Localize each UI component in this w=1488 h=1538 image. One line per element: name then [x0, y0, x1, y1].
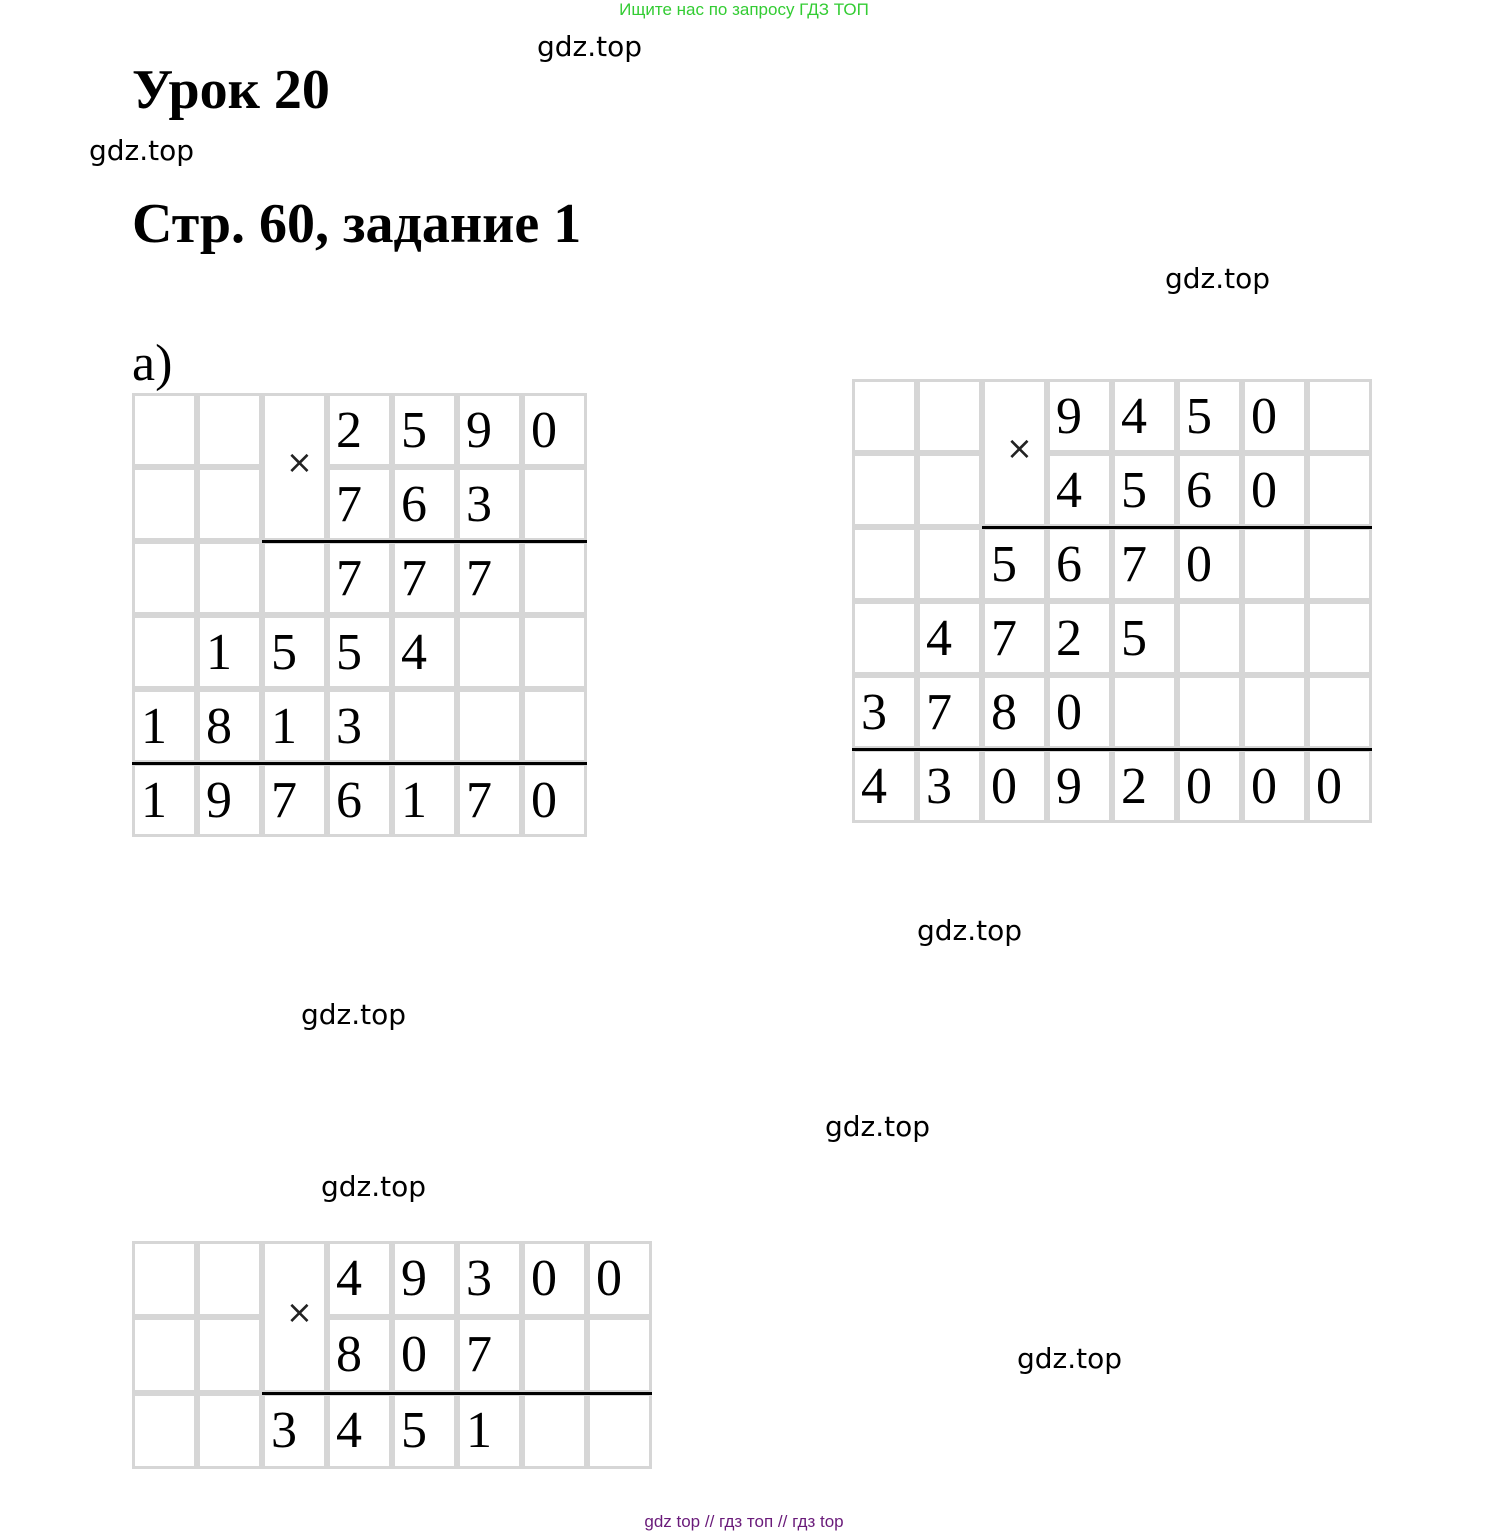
- search-banner[interactable]: Ищите нас по запросу ГДЗ ТОП: [619, 0, 869, 19]
- multiply-sign: ×: [1006, 429, 1033, 467]
- digit: 0: [1186, 758, 1212, 815]
- digit: 5: [1121, 610, 1147, 667]
- digit: 4: [1121, 388, 1147, 445]
- digit: 0: [1186, 536, 1212, 593]
- digit: 9: [466, 402, 492, 459]
- digit: 7: [1121, 536, 1147, 593]
- grid-cell: [1112, 379, 1177, 453]
- digit: 3: [466, 476, 492, 533]
- digit: 0: [1316, 758, 1342, 815]
- digit: 3: [861, 684, 887, 741]
- digit: 7: [401, 550, 427, 607]
- grid-cell: [392, 1317, 457, 1393]
- footer-links: [0, 1512, 1488, 1532]
- multiplication-grid-b: [852, 379, 1375, 826]
- grid-cell: [132, 393, 197, 467]
- digit: 7: [271, 772, 297, 829]
- grid-cell: [327, 615, 392, 689]
- digit: 8: [336, 1326, 362, 1383]
- grid-cell: [327, 1317, 392, 1393]
- grid-cell: [1047, 379, 1112, 453]
- grid-cell: [327, 393, 392, 467]
- grid-cell: [1112, 749, 1177, 823]
- watermark: gdz.top: [1165, 262, 1271, 295]
- digit: 9: [1056, 758, 1082, 815]
- digit: 1: [466, 1402, 492, 1459]
- digit: 5: [401, 402, 427, 459]
- grid-cell: [457, 1393, 522, 1469]
- grid-cell: [1307, 749, 1372, 823]
- part-label-a: а): [132, 335, 173, 392]
- grid-cell: [457, 393, 522, 467]
- sum-line: [852, 748, 1372, 751]
- digit: 2: [1056, 610, 1082, 667]
- grid-cell: [197, 541, 262, 615]
- grid-cell: [982, 601, 1047, 675]
- grid-cell: [1177, 527, 1242, 601]
- grid-cell: [1242, 749, 1307, 823]
- multiplication-grid-c: [132, 1241, 655, 1472]
- grid-cell: [457, 689, 522, 763]
- digit: 0: [596, 1250, 622, 1307]
- sum-line: [132, 762, 587, 765]
- digit: 0: [1056, 684, 1082, 741]
- grid-cell: [457, 541, 522, 615]
- digit: 2: [1121, 758, 1147, 815]
- grid-cell: [522, 763, 587, 837]
- sum-line: [327, 540, 587, 543]
- grid-cell: [522, 1241, 587, 1317]
- grid-cell: [132, 541, 197, 615]
- digit: 3: [336, 698, 362, 755]
- grid-cell: [1242, 379, 1307, 453]
- digit: 6: [401, 476, 427, 533]
- digit: 3: [926, 758, 952, 815]
- grid-cell: [132, 1241, 197, 1317]
- digit: 4: [401, 624, 427, 681]
- digit: 7: [466, 772, 492, 829]
- digit: 7: [991, 610, 1017, 667]
- grid-cell: [1242, 527, 1307, 601]
- grid-cell: [132, 1317, 197, 1393]
- watermark: gdz.top: [537, 30, 643, 63]
- digit: 4: [336, 1402, 362, 1459]
- grid-cell: [197, 615, 262, 689]
- grid-cell: [1177, 749, 1242, 823]
- grid-cell: [1177, 601, 1242, 675]
- digit: 1: [401, 772, 427, 829]
- digit: 0: [991, 758, 1017, 815]
- grid-cell: [197, 467, 262, 541]
- grid-cell: [522, 1317, 587, 1393]
- grid-cell: [392, 763, 457, 837]
- grid-cell: [1112, 601, 1177, 675]
- grid-cell: [852, 527, 917, 601]
- digit: 0: [531, 1250, 557, 1307]
- digit: 5: [1121, 462, 1147, 519]
- grid-cell: [132, 763, 197, 837]
- watermark: gdz.top: [321, 1170, 427, 1203]
- grid-cell: [522, 541, 587, 615]
- watermark: gdz.top: [1017, 1342, 1123, 1375]
- grid-cell: [852, 749, 917, 823]
- grid-cell: [132, 615, 197, 689]
- grid-cell: [1307, 675, 1372, 749]
- sum-line: [262, 540, 327, 543]
- digit: 5: [1186, 388, 1212, 445]
- grid-cell: [587, 1241, 652, 1317]
- grid-cell: [1112, 453, 1177, 527]
- grid-cell: [392, 1241, 457, 1317]
- digit: 4: [926, 610, 952, 667]
- digit: 5: [271, 624, 297, 681]
- grid-cell: [457, 1317, 522, 1393]
- grid-cell: [1112, 527, 1177, 601]
- grid-cell: [327, 763, 392, 837]
- grid-cell: [917, 601, 982, 675]
- digit: 7: [466, 550, 492, 607]
- grid-cell: [392, 615, 457, 689]
- grid-cell: [1242, 601, 1307, 675]
- grid-cell: [587, 1317, 652, 1393]
- grid-cell: [982, 675, 1047, 749]
- grid-cell: [1112, 675, 1177, 749]
- watermark: gdz.top: [89, 134, 195, 167]
- grid-cell: [1177, 453, 1242, 527]
- grid-cell: [197, 393, 262, 467]
- grid-cell: [917, 527, 982, 601]
- grid-cell: [262, 615, 327, 689]
- times-cell: [262, 393, 327, 541]
- grid-cell: [1307, 379, 1372, 453]
- multiply-sign: ×: [286, 443, 313, 481]
- grid-cell: [392, 393, 457, 467]
- digit: 5: [336, 624, 362, 681]
- digit: 0: [1251, 758, 1277, 815]
- grid-cell: [917, 453, 982, 527]
- digit: 0: [1251, 462, 1277, 519]
- grid-cell: [327, 541, 392, 615]
- grid-cell: [852, 601, 917, 675]
- digit: 1: [141, 772, 167, 829]
- footer-separator: //: [777, 1512, 788, 1531]
- watermark: gdz.top: [917, 914, 1023, 947]
- grid-cell: [392, 467, 457, 541]
- grid-cell: [197, 1393, 262, 1469]
- multiply-sign: ×: [286, 1293, 313, 1331]
- grid-cell: [852, 379, 917, 453]
- grid-cell: [457, 615, 522, 689]
- grid-cell: [262, 763, 327, 837]
- grid-cell: [522, 1393, 587, 1469]
- footer-separator: //: [704, 1512, 715, 1531]
- grid-cell: [457, 1241, 522, 1317]
- sum-line: [262, 1392, 652, 1395]
- grid-cell: [197, 1317, 262, 1393]
- digit: 4: [336, 1250, 362, 1307]
- digit: 3: [466, 1250, 492, 1307]
- grid-cell: [197, 763, 262, 837]
- digit: 6: [336, 772, 362, 829]
- grid-cell: [522, 393, 587, 467]
- digit: 4: [861, 758, 887, 815]
- grid-cell: [522, 689, 587, 763]
- digit: 1: [141, 698, 167, 755]
- grid-cell: [852, 453, 917, 527]
- digit: 0: [401, 1326, 427, 1383]
- grid-cell: [917, 675, 982, 749]
- grid-cell: [587, 1393, 652, 1469]
- digit: 1: [271, 698, 297, 755]
- watermark: gdz.top: [825, 1110, 931, 1143]
- digit: 7: [336, 476, 362, 533]
- grid-cell: [327, 467, 392, 541]
- grid-cell: [1047, 453, 1112, 527]
- digit: 5: [401, 1402, 427, 1459]
- grid-cell: [132, 467, 197, 541]
- times-cell: [982, 379, 1047, 527]
- grid-cell: [197, 689, 262, 763]
- grid-cell: [457, 763, 522, 837]
- grid-cell: [392, 1393, 457, 1469]
- digit: 8: [991, 684, 1017, 741]
- grid-cell: [1047, 675, 1112, 749]
- grid-cell: [327, 1241, 392, 1317]
- footer-link-3[interactable]: гдз top: [792, 1512, 844, 1531]
- digit: 2: [336, 402, 362, 459]
- grid-cell: [132, 1393, 197, 1469]
- grid-cell: [917, 749, 982, 823]
- grid-cell: [982, 749, 1047, 823]
- grid-cell: [327, 689, 392, 763]
- footer-link-2[interactable]: гдз топ: [719, 1512, 774, 1531]
- digit: 1: [206, 624, 232, 681]
- digit: 0: [531, 402, 557, 459]
- grid-cell: [262, 541, 327, 615]
- grid-cell: [917, 379, 982, 453]
- grid-cell: [392, 689, 457, 763]
- digit: 6: [1056, 536, 1082, 593]
- task-title: Стр. 60, задание 1: [132, 193, 582, 255]
- grid-cell: [852, 675, 917, 749]
- digit: 0: [531, 772, 557, 829]
- grid-cell: [1242, 675, 1307, 749]
- grid-cell: [1307, 527, 1372, 601]
- grid-cell: [132, 689, 197, 763]
- footer-link-1[interactable]: gdz top: [644, 1512, 701, 1531]
- grid-cell: [1307, 601, 1372, 675]
- digit: 0: [1251, 388, 1277, 445]
- grid-cell: [1177, 675, 1242, 749]
- digit: 6: [1186, 462, 1212, 519]
- digit: 5: [991, 536, 1017, 593]
- grid-cell: [197, 1241, 262, 1317]
- grid-cell: [262, 689, 327, 763]
- grid-cell: [262, 1393, 327, 1469]
- grid-cell: [522, 467, 587, 541]
- grid-cell: [1047, 527, 1112, 601]
- multiplication-grid-a: [132, 393, 590, 840]
- digit: 8: [206, 698, 232, 755]
- digit: 4: [1056, 462, 1082, 519]
- lesson-title: Урок 20: [132, 59, 330, 121]
- digit: 7: [336, 550, 362, 607]
- digit: 7: [466, 1326, 492, 1383]
- digit: 7: [926, 684, 952, 741]
- grid-cell: [1307, 453, 1372, 527]
- watermark: gdz.top: [301, 998, 407, 1031]
- times-cell: [262, 1241, 327, 1393]
- digit: 9: [401, 1250, 427, 1307]
- grid-cell: [1047, 601, 1112, 675]
- grid-cell: [392, 541, 457, 615]
- grid-cell: [457, 467, 522, 541]
- grid-cell: [1047, 749, 1112, 823]
- grid-cell: [982, 527, 1047, 601]
- digit: 9: [1056, 388, 1082, 445]
- grid-cell: [327, 1393, 392, 1469]
- sum-line: [982, 526, 1372, 529]
- grid-cell: [1242, 453, 1307, 527]
- digit: 3: [271, 1402, 297, 1459]
- grid-cell: [1177, 379, 1242, 453]
- digit: 9: [206, 772, 232, 829]
- grid-cell: [522, 615, 587, 689]
